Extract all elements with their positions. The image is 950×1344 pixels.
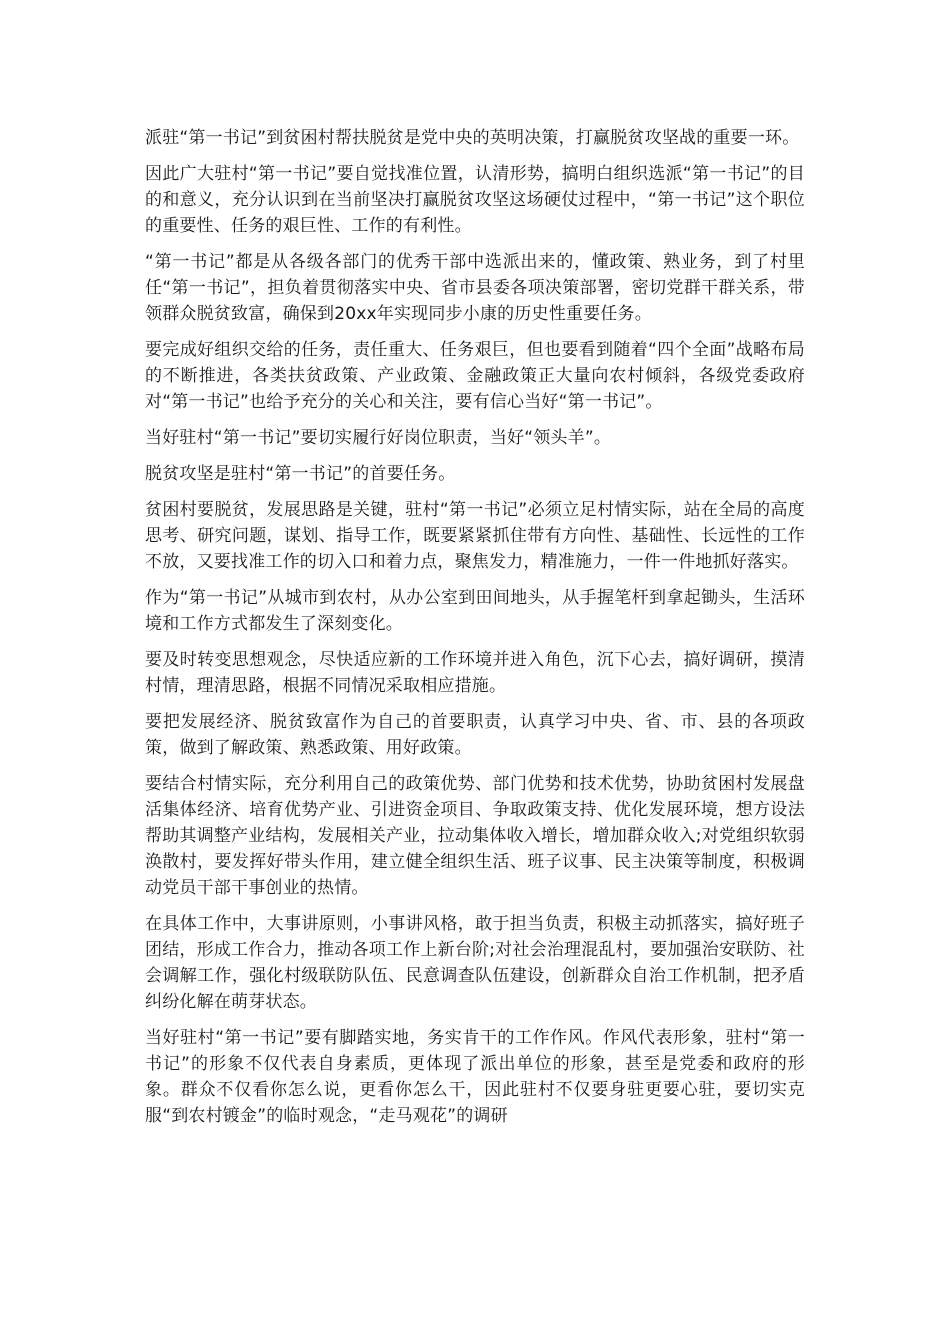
paragraph-13: 当好驻村“第一书记”要有脚踏实地，务实肯干的工作作风。作风代表形象，驻村“第一书记”的形象不仅代表自身素质，更体现了派出单位的形象，甚至是党委和政府的形象。群众不仅看你怎么说，更看你怎么干，因此驻村不仅要身驻更要心驻，要切实克服“到农村镀金”的临时观念，“走马观花”的调研 — [145, 1028, 805, 1126]
document-body — [145, 125, 805, 1139]
paragraph-5: 当好驻村“第一书记”要切实履行好岗位职责，当好“领头羊”。 — [145, 428, 612, 448]
paragraph-6: 脱贫攻坚是驻村“第一书记”的首要任务。 — [145, 464, 456, 484]
paragraph-12: 在具体工作中，大事讲原则，小事讲风格，敢于担当负责，积极主动抓落实，搞好班子团结，形成工作合力，推动各项工作上新台阶;对社会治理混乱村，要加强治安联防、社会调解工作，强化村级联防队伍、民意调查队伍建设，创新群众自治工作机制，把矛盾纠纷化解在萌芽状态。 — [145, 914, 805, 1012]
paragraph-1: 派驻“第一书记”到贫困村帮扶脱贫是党中央的英明决策，打赢脱贫攻坚战的重要一环。 — [145, 128, 800, 148]
paragraph-7: 贫困村要脱贫，发展思路是关键，驻村“第一书记”必须立足村情实际，站在全局的高度思考、研究问题，谋划、指导工作，既要紧紧抓住带有方向性、基础性、长远性的工作不放，又要找准工作的切入口和着力点，聚焦发力，精准施力，一件一件地抓好落实。 — [145, 500, 805, 572]
paragraph-11: 要结合村情实际，充分利用自己的政策优势、部门优势和技术优势，协助贫困村发展盘活集体经济、培育优势产业、引进资金项目、争取政策支持、优化发展环境，想方设法帮助其调整产业结构，发展相关产业，拉动集体收入增长，增加群众收入;对党组织软弱涣散村，要发挥好带头作用，建立健全组织生活、班子议事、民主决策等制度，积极调动党员干部干事创业的热情。 — [145, 774, 805, 898]
paragraph-10: 要把发展经济、脱贫致富作为自己的首要职责，认真学习中央、省、市、县的各项政策，做到了解政策、熟悉政策、用好政策。 — [145, 712, 805, 758]
paragraph-2: 因此广大驻村“第一书记”要自觉找准位置，认清形势，搞明白组织选派“第一书记”的目的和意义，充分认识到在当前坚决打赢脱贫攻坚这场硬仗过程中，“第一书记”这个职位的重要性、任务的艰巨性、工作的有利性。 — [145, 164, 805, 236]
paragraph-3: “第一书记”都是从各级各部门的优秀干部中选派出来的，懂政策、熟业务，到了村里任“第一书记”，担负着贯彻落实中央、省市县委各项决策部署，密切党群干群关系，带领群众脱贫致富，确保到20xx年实现同步小康的历史性重要任务。 — [145, 252, 805, 324]
paragraph-8: 作为“第一书记”从城市到农村，从办公室到田间地头，从手握笔杆到拿起锄头，生活环境和工作方式都发生了深刻变化。 — [145, 588, 805, 634]
paragraph-4: 要完成好组织交给的任务，责任重大、任务艰巨，但也要看到随着“四个全面”战略布局的不断推进，各类扶贫政策、产业政策、金融政策正大量向农村倾斜，各级党委政府对“第一书记”也给予充分的关心和关注，要有信心当好“第一书记”。 — [145, 340, 805, 412]
paragraph-9: 要及时转变思想观念，尽快适应新的工作环境并进入角色，沉下心去，搞好调研，摸清村情，理清思路，根据不同情况采取相应措施。 — [145, 650, 805, 696]
